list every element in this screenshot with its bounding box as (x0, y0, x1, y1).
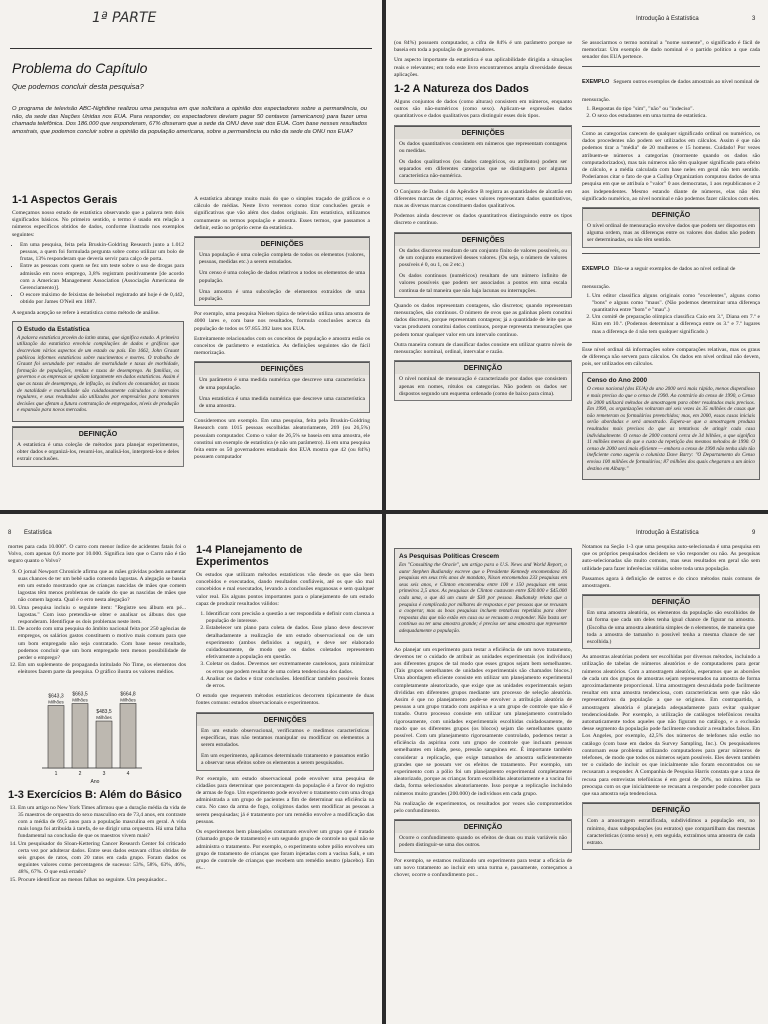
definitions-box (394, 125, 572, 184)
example-item: 1. Respostas do tipo "sim", "não" ou "indeciso". (592, 106, 760, 113)
example-list (592, 293, 760, 336)
definition-box (582, 207, 760, 248)
p3-right-column (196, 540, 374, 875)
sidebar-box (394, 548, 572, 643)
problem-title: Problema do Capítulo (12, 60, 148, 76)
paragraph: O Conjunto de Dados 4 do Apêndice B registra as quantidades de alcatrão em diferentes marcas de cigarros; esses valores representam dados quantitativos, mas as diversas marcas constituem dados qualitativos. (394, 188, 572, 210)
paragraph: Por exemplo, uma pesquisa Nielsen típica de televisão utiliza uma amostra de 4000 lares e, com base nos resultados, formula conclusões acerca da população de todos os 97.855.392 lares nos EUA. (194, 311, 370, 332)
step-item: 3. Coletar os dados. Devemos ser extremamente cautelosos, para minimizar os erros que podem resultar de uma coleta tendenciosa dos dados. (206, 661, 374, 675)
example-item: 2. O sexo dos estudantes em uma turma de estatística. (592, 113, 760, 120)
paragraph: Consideremos um exemplo. Em uma pesquisa, feita pela Bruskin-Goldring Research com 1015 pessoas escolhidas aleatoriamente, 269 (ou 26,5%) possuíam computador. Como o valor de 26,5% se baseia em uma amostra, ele constitui um exemplo de estatística (e não um parâmetro). Já em uma pesquisa feita entre os 50 governadores estaduais dos EUA mostra que 42 (ou 84%) possuem computador (194, 418, 370, 461)
chart-bar (48, 705, 64, 767)
problem-text: O programa de televisão ABC-Nightline realizou uma pesquisa em que solicitara a opinião dos espectadores sobre a permanência, ou não, da sede das Nações Unidas nos EUA. Para responder, os espectadores deviam pagar 50 centavos (americanos) para fazer uma chamada telefônica. Dos 186.000 que responderam, 67% disseram que a sede da ONU deve sair dos EUA. Com base nesses resultados amostrais, que podemos concluir sobre a opinião da população americana, sobre a permanência ou não da sede da ONU nos EUA? (12, 106, 367, 135)
definition-item: Os dados quantitativos consistem em números que representam contagens ou medidas. (399, 140, 567, 154)
definition-title: DEFINIÇÃO (395, 820, 571, 833)
chart-bar (120, 703, 136, 768)
exercise-item: 12. Em um suplemento de propaganda intitulado No Time, os elementos dos eleitores fazem parte da pesquisa. O gráfico ilustra os valores médios. (18, 662, 186, 676)
step-item: 4. Analisar os dados e tirar conclusões. Identificar também possíveis fontes de erros. (206, 676, 374, 690)
bullet-item: • Em uma pesquisa, feita pela Bruskin-Goldring Research junto a 1.012 pessoas, a quem foi formulada pergunta sobre como utilizar um bolo de frutas, 13% responderam que deveria servir para calço de porta. (20, 242, 184, 264)
box-text: Em "Consulting the Oracle", um artigo para o U.S. News and World Report, o autor Stephen Budiansky escreve que o Presidente Kennedy encomendava 16 pesquisas em seus três anos de mandato, Nixon encomendou 233 pesquisas em seus seis anos, e Clinton encomendou entre 100 e 150 pesquisas em seus primeiros 2,5 anos. As pesquisas de Clinton custavam entre $30.000 e $45.000 cada uma, o que dá um custo de $30 por pessoa. Budiansky relata que a pesquisa é complicada por milhares de respostas e por pessoas que se recusam a cooperar, mas as boas pesquisas incluem tentativas repetidas para obter respostas das que não estão em casa ou se recusam a responder. Não basta ser contínuo ou ter uma amostra grande; é preciso ser uma amostra que represente adequadamente a população. (399, 562, 567, 634)
paragraph: Por exemplo, um estudo observacional pode envolver uma pesquisa de cidadãos para determinar que porcentagem da população é a favor do registro de armas de fogo. Um experimento pode envolver o tratamento com uma droga administrada a um grupo de pacientes a fim de determinar sua eficiência na cura. No caso da arma de fogo, coligimos dados sem modificar as pessoas a serem pesquisadas; já é tratamento por um remédio envolve a modificação das pessoas. (196, 775, 374, 825)
definition-item: Uma amostra é uma subcoleção de elementos extraídos de uma população. (199, 288, 365, 303)
definitions-title: DEFINIÇÕES (197, 713, 373, 726)
definition-title: DEFINIÇÃO (583, 803, 759, 816)
page-number: 8 (8, 530, 12, 536)
exercise-item: 10. Uma pesquisa incluiu o seguinte item: "Registre seu álbum em pé... lagostas." Com isso pretendia-se obter e analisar os álbuns dos que responderam. Identifique os dois problemas neste item. (18, 605, 186, 627)
definition-box (394, 360, 572, 401)
paragraph: Estreitamente relacionados com os conceitos de população e amostra estão os conceitos de parâmetro e estatística. As definições seguintes são de fácil memorização. (194, 335, 370, 357)
paragraph: Quando os dados representam contagens, são discretos; quando representam mensurações, são contínuos. O número de ovos que as galinhas põem constitui dados discretos, porque representam contagens; já a quantidade de leite que as vacas produzem constitui dados contínuos, porque representa mensurações que podem tomar qualquer valor em um intervalo contínuo. (394, 302, 572, 338)
page-1 (0, 0, 382, 510)
definition-text: A estatística é uma coleção de métodos para planejar experimentos, obter dados e organizá-los, resumi-los, analisá-los, interpretá-los e deles extrair conclusões. (17, 441, 179, 463)
page-4 (386, 514, 768, 1024)
box-title: Censo do Ano 2000 (587, 377, 648, 385)
definitions-title: DEFINIÇÕES (195, 237, 369, 250)
tick-label: 4 (126, 770, 130, 777)
section-title: 1-3 Exercícios B: Além do Básico (8, 788, 182, 801)
paragraph: Esse nível ordinal dá informações sobre comparações relativas, mas os graus de diferença não servem para cálculos. Os dados em nível ordinal não devem, pois, ser utilizados em cálculos. (582, 346, 760, 368)
definition-title: DEFINIÇÃO (395, 361, 571, 374)
data-label-unit: Milhões (72, 697, 88, 703)
paragraph: Podemos ainda descrever os dados quantitativos distinguindo entre os tipos discreto e contínuo. (394, 213, 572, 227)
definition-box (12, 426, 184, 467)
paragraph: Como as categorias carecem de qualquer significado ordinal ou numérico, os dados procedentes não podem ser utilizados em cálculos. Assim é que não podemos tirar a "média" de 20 mulheres e 15 homens. Cuidado! Por vezes atribuem-se números a categorias (mormente quando os dados são computadorizados), mas tais números não têm qualquer significado para efeito de cálculo, e a média calculada com base neles em geral não tem sentido. Poderíamos citar o fato de que a Gallup Organization computou dados de uma pesquisa em que se atribuía o "valor" 0 aos democratas, 1 aos republicanos e 2 aos independentes. Mesmo estando diante de números, elas não têm significado numérico, ao nível nominal e não podemos fazer cálculos com eles. (582, 131, 760, 202)
paragraph: Na realização de experimentos, os resultados por vezes são comprometidos pelo confundimento. (394, 800, 572, 814)
definition-title: DEFINIÇÃO (583, 595, 759, 608)
p1-right-column (194, 196, 370, 464)
p2-right-column (582, 40, 760, 484)
definition-item: Um censo é uma coleção de dados relativos a todos os elementos de uma população. (199, 270, 365, 284)
running-header: Introdução à Estatística (636, 16, 699, 22)
data-label: $663,5 (72, 691, 88, 698)
definition-item: Uma população é uma coleção completa de todos os elementos (valores, pessoas, medidas etc.) a serem estudados. (199, 252, 365, 266)
step-item: 2. Estabelecer um plano para coleta de dados. Esse plano deve descrever detalhadamente a realização de um estudo observacional ou de um experimento (ambos definidos a seguir), e deve ser elaborado cuidadosamente, de modo que os dados coletados representem efetivamente a população em questão. (206, 625, 374, 661)
definitions-box (196, 712, 374, 771)
exercise-list (18, 805, 186, 884)
chart-bar (96, 721, 112, 768)
definition-text: Em uma amostra aleatória, os elementos da população são escolhidos de tal forma que cada um deles tenha igual chance de figurar na amostra. (Escolha de uma amostra aleatória simples de n elementos, de maneira que toda a amostra de tamanho n possível tenha a mesma chance de ser escolhida.) (587, 610, 755, 646)
data-label: $643,3 (48, 693, 64, 700)
step-item: 1. Identificar com precisão a questão a ser respondida e definir com clareza a população de interesse. (206, 611, 374, 625)
data-label-unit: Milhões (120, 697, 136, 703)
definition-item: Os dados discretos resultam de um conjunto finito de valores possíveis, ou de um conjunto enumerável desses valores. (Ou seja, o número de valores possíveis é 0, ou 1, ou 2 etc.) (399, 247, 567, 269)
definitions-box (394, 232, 572, 298)
exercise-item: 9. O jornal Newport Chronicle afirma que as mães grávidas podem aumentar suas chances de ter um bebê sadio comendo lagostas. A alegação se baseia em um estudo mostrando que as crianças nascidas de mães que comem lagostas têm menos problemas de saúde do que as nascidas de mães que não comem lagosta. Qual é o erro nesta alegação? (18, 569, 186, 605)
definition-item: Em um estudo observacional, verificamos e medimos características específicas, mas não tentamos manipular ou modificar os elementos a serem estudados. (201, 727, 369, 749)
chart-bar (72, 703, 88, 767)
section-title: 1-2 A Natureza dos Dados (394, 83, 529, 96)
section-title: 1-1 Aspectos Gerais (12, 194, 118, 206)
box-text: A palavra estatística provém do latim status, que significa estado. A primeira utilização da estatística envolvia compilações de dados e gráficos que descreviam vários aspectos de um estado ou país. Em 1662, John Graunt publicou informes estatísticos sobre nascimentos e mortes. O trabalho de Graunt foi secundado por estudos de mortalidade e taxas de morbidade, formação de populações, rendas e taxas de desemprego. As famílias, os governos e as empresas se apóiam largamente em dados estatísticos. Assim é que as taxas de desemprego, de inflação, os índices do consumidor, as taxas de natalidade e mortalidade são cuidadosamente calculados a intervalos regulares, e seus resultados são utilizados por empresários para tomarem decisões que afetam a futura contratação de empregados, níveis de produção e expansão para novos mercados. (17, 334, 179, 414)
steps-list (206, 611, 374, 690)
example-block (582, 66, 760, 127)
page-2 (386, 0, 768, 510)
p4-left-column (394, 544, 572, 882)
running-header: Estatística (24, 530, 52, 536)
paragraph: Começamos nosso estudo de estatística observando que a palavra tem dois significados básicos. No primeiro sentido, o termo é usado em relação a números específicos obtidos de dados, conforme ilustrado nos exemplos seguintes: (12, 210, 184, 238)
definition-text: Com a amostragem estratificada, subdividimos a população em, no mínimo, duas subpopulações (ou estratos) que compartilham das mesmas características (como sexo) e, em seguida, extraímos uma amostra de cada estrato. (587, 818, 755, 846)
exercise-item: 11. De acordo com uma pesquisa do âmbito nacional feita por 250 agências de empregos, os salários gastos constituem o motivo mais comum para que um bom empregado não seja contratado. Com base nesse resultado, podemos concluir que um bom empregado tem menos possibilidade de perder o emprego? (18, 626, 186, 662)
p2-left-column (394, 40, 572, 406)
paragraph: Se associarmos o termo nominal a "nome somente", o significado é fácil de memorizar. Um exemplo de dado nominal é o partido político a que cada senador dos EUA pertence. (582, 40, 760, 61)
definition-title: DEFINIÇÃO (13, 427, 183, 440)
data-label-unit: Milhões (96, 714, 112, 720)
definition-text: O nível nominal de mensuração é caracterizado por dados que consistem apenas em nomes, rótulos ou categorias. Não podem os dados ser dispostos segundo um esquema ordenado (como de baixo para cima). (399, 376, 567, 397)
bullet-item: • O escore máximo de feixistas de beisebol registrado até hoje é de 0,442, obtido por James O'Neil em 1887. (20, 292, 184, 306)
definition-item: Um parâmetro é uma medida numérica que descreve uma característica de uma população. (199, 377, 365, 391)
example-text: Seguem outros exemplos de dados amostrais ao nível nominal de mensuração. (582, 78, 760, 103)
paragraph: Passamos agora à definição de outros e do cinco métodos mais comuns de amostragem. (582, 575, 760, 590)
box-text: O censo nacional (dos EUA) do ano 2000 será mais rápido, menos dispendioso e mais preciso do que o censo de 1990. Ao contrário do censo de 1990, o Censo do 2000 utilizará métodos de amostragem para obter resultados mais precisos. Em 1990, as organizações voltaram até seis vezes às 35 milhões de casas que não remeteram os formulários preenchidos; mas, em 2000, essas casas iniciais serão abordadas e será amostrado. Espera-se que a amostragem produza resultados mais precisos do que as tentativas de atingir cada casa individualmente. O censo de 2000 contará cerca de 34 bilhões, o que significa 11 milhões menos do que o custo da repetição dos mesmos métodos de 1990. O censo de 2000 será mais eficiente — embora o censo de 1990 não tenha sido tão ineficiente como sugeriu o colunista Dave Barry: "O Departamento do Censo enviou 100 milhões de formulários; 87 milhões dos quais chegaram a um único destino em Albany." (587, 386, 755, 472)
example-item: 1. Um editor classifica alguns originais como "excelentes", alguns como "bons" e alguns como "maus". (Não podemos determinar uma diferença quantitativa entre "bom" e "mau".) (592, 293, 760, 315)
bullet-list (20, 242, 184, 307)
problem-subtitle: Que podemos concluir desta pesquisa? (12, 82, 144, 91)
definitions-title: DEFINIÇÕES (395, 233, 571, 246)
definition-item: Os dados contínuos (numéricos) resultam de um número infinito de valores possíveis que podem ser associados a pontos em uma escala contínua de tal maneira que não haja lacunas ou interrupções. (399, 273, 567, 294)
paragraph: Por exemplo, se estamos realizando um experimento para testar a eficácia de um novo tratamento ao incluir em uma turma e, passamente, começamos a chover, ocorre o confundimento por... (394, 857, 572, 879)
paragraph: A estatística abrange muito mais do que o simples traçado de gráficos e o cálculo de médias. Neste livro veremos como tirar conclusões gerais e significativas que vão além dos dados originais. Em estatística, utilizamos comumente os termos população e amostra. Esses termos, que passamos a definir, estão no próprio cerne da estatística. (194, 196, 370, 231)
paragraph: Notamos na Seção 1-3 que uma pesquisa auto-selecionada é uma pesquisa em que os próprios pesquisados decidem se vão responder ou não. As pesquisas auto-selecionadas são muito comuns, mas seus resultados em geral são sem utilidade para fazer inferências válidas sobre toda uma população. (582, 544, 760, 572)
paragraph: Alguns conjuntos de dados (como alturas) consistem em números, enquanto outros são não-numéricos (como sexo). Aplicam-se expressões dados quantitativos e dados qualitativos para distinguir esses dois tipos. (394, 99, 572, 120)
data-label: $664,8 (120, 691, 136, 698)
paragraph: As amostras aleatórias podem ser escolhidas por diversos métodos, incluindo a utilização de tabelas de números aleatórios e de computadores para gerar números aleatórios. Com a amostragem aleatória, esperamos que as aborsões de cada um dos grupos de amostras sejam representados na amostra de forma aproximadamente proporcional. Uma amostragem descuidada pode facilmente resultar em uma amostra tendenciosa, com características sem que não são representativas da população a que se originou. Em contrapartida, a amostragem aleatória é planejada adequadamente para evitar qualquer tendenciosidade. Por exemplo, a utilização de catálogos telefônicos resulta automaticamente todos aqueles que não figuram no catálogo, e a exclusão desse segmento da população pode facilmente conduzir a resultados falsos. Em Los Angeles, por exemplo, 42,5% dos números de telefones não estão no catálogo (com base em dados da Survey Sampling, Inc.). Os pesquisadores contornam esse problema utilizando computadores para gerar números de telefones, de modo que todos os números sejam possíveis. Eles devem também ter o cuidado de incluir os que inicialmente não foram encontrados ou se recusaram a responder. A Companhia de Pesquisa Harris constata que a taxa de recusa para entrevistas telefônicas é em geral de 20%, no mínimo. Ela se preocupa com os que inicialmente se recusam a responder pode conceber para que sua amostra seja tendenciosa. (582, 654, 760, 798)
running-header: Introdução à Estatística (636, 530, 699, 536)
box-title: O Estudo da Estatística (17, 325, 90, 333)
rule (10, 48, 372, 49)
x-axis-label: Ano (90, 778, 100, 785)
exercise-list (18, 569, 186, 677)
definitions-box (194, 361, 370, 413)
p3-left-column (8, 544, 186, 887)
tick-label: 2 (78, 770, 82, 777)
example-label: EXEMPLO (582, 78, 610, 85)
paragraph: Os experimentos bem planejados costumam envolver um grupo que é tratado (chamado grupo de tratamento) e um segundo grupo de controle no qual não se administra o tratamento. Por exemplo, o experimento sobre pólio envolveu um grupo de tratamento de crianças que foram injetadas com a vacina Salk, e um grupo de controle de crianças que recebem um remédio neutro (placebo). Em es... (196, 829, 374, 872)
sidebar-box (582, 372, 760, 480)
section-title: 1-4 Planejamento de Experimentos (196, 544, 303, 568)
example-label: EXEMPLO (582, 265, 610, 272)
sidebar-box (12, 321, 184, 422)
definition-title: DEFINIÇÃO (583, 208, 759, 221)
example-block (582, 253, 760, 343)
bar-chart (28, 680, 148, 785)
example-item: 2. Um comitê de preparação olímpica classifica Caio em 3.º, Diana em 7.º e Kim em 10.º. (Podemos determinar a diferença entre os 3.º e 7.º lugares mas a diferença de 4 não tem qualquer significado.) (592, 314, 760, 336)
paragraph: Ao planejar um experimento para testar a eficiência de um novo tratamento, devemos ter o cuidado de atribuir as unidades experimentais (os indivíduos) aos diferentes grupos de tal modo que esses grupos sejam bem semelhantes. (Tais grupos semelhantes de unidades experimentais são chamados blocos.) Uma abordagem eficiente consiste em utilizar um planejamento experimental completamente aleatorizado, que exige que as unidades experimentais sejam divididas em diferentes grupos mediante um processo de seleção aleatória. Assim é que no planejamento pode-se envolver a atribuição aleatória de pessoas a um grupo tratado com aspirina e a um grupo de controle que não é tratado. Outro processo consiste em utilizar um planejamento controlado rigorosamente, com unidades experimentais escolhidas cuidadosamente, de modo que os diferentes grupos (os blocos) sejam tão semelhantes quanto possível. Com um planejamento rigorosamente controlado, podemos testar a eficiência da aspirina com um grupo de controle que incluam pessoas semelhantes em idade, peso, pressão sanguínea etc. É importante também considerar a replicação, que exige tamanhos de amostra suficientemente grandes que se possam ver os efeitos de tratamento. Por exemplo, um experimento com a pólio foi um planejamento experimental completamente aleatorizado, porque as crianças foram escolhidas aleatoriamente e a vacina foi dada, forma selecionados aleatoriamente. Isso porque a replicação incluindo números muito grandes (200.000) de indivíduos em cada grupo. (394, 646, 572, 797)
p4-right-column (582, 544, 760, 855)
definition-text: Ocorre o confundimento quando os efeitos de duas ou mais variáveis não podem distinguir-se uma dos outros. (399, 835, 567, 849)
definition-item: Em um experimento, aplicamos determinado tratamento e passamos então a observar seus efeitos sobre os elementos a serem pesquisados. (201, 753, 369, 767)
definitions-title: DEFINIÇÕES (395, 126, 571, 139)
definition-text: O nível ordinal de mensuração envolve dados que podem ser dispostos em alguma ordem, mas as diferenças entre os valores dos dados não podem ser determinadas, ou não têm sentido. (587, 223, 755, 244)
paragraph: A segunda acepção se refere à estatística como método de análise. (12, 309, 160, 316)
bullet-item: • Entre as pessoas com quem se fez um teste sobre o uso de drogas para admissão em novo emprego, 3,8% registram positivamente [de acordo com a American Management Association (Associação Americana de Gerenciamento)]. (20, 263, 184, 292)
paragraph: Outra maneira comum de classificar dados consiste em utilizar quatro níveis de mensuração: nominal, ordinal, intervalar e razão. (394, 341, 572, 356)
page-3 (0, 514, 382, 1024)
p1-left-column (12, 190, 184, 472)
definition-box (394, 819, 572, 852)
definition-box (582, 594, 760, 649)
paragraph: (ou 84%) possuem computador, a cifra de 84% é um parâmetro porque se baseia em toda a população de governadores. (394, 40, 572, 54)
definitions-title: DEFINIÇÕES (195, 362, 369, 375)
data-label-unit: Milhões (48, 699, 64, 705)
definitions-box (194, 236, 370, 306)
paragraph: mortes para cada 10.000". O carro com menor índice de acidentes fatais foi o Volvo, com apenas 0,6 morte por 10.000. Significa isto que o Carro não é tão seguro quanto o Volvo? (8, 544, 186, 565)
page-number: 3 (752, 16, 756, 22)
data-label: $483,5 (96, 708, 112, 715)
handwritten-note: 1ª PARTE (92, 10, 157, 26)
tick-label: 3 (102, 770, 106, 777)
tick-label: 1 (54, 770, 58, 777)
definition-box (582, 802, 760, 850)
exercise-item: 13. Em um artigo no New York Times afirmou que a duração média da vida de 35 maestros de orquestra do sexo masculino era de 73,4 anos, em contraste com a média de 69,5 anos para a população masculina em geral. A vida mais longa foi atribuída à tarefa, de se dirigir uma orquestra. Há uma falha fundamental na conclusão de que os maestros vivem mais? (18, 805, 186, 841)
paragraph: Os estudos que utilizam métodos estatísticos vão desde os que são bem concebidos e executados, dando resultados confiáveis, até os que são mal concebidos e mal executados, levando a conclusões enganosas e sem qualquer valor real. Eis alguns pontos importantes para o planejamento de um estudo capaz de produzir resultados válidos: (196, 572, 374, 607)
definition-item: Uma estatística é uma medida numérica que descreve uma característica de uma amostra. (199, 395, 365, 410)
exercise-item: 15. Procure identificar ao menos falhas no seguinte. Um pesquisador... (18, 877, 186, 884)
example-text: Dão-se a seguir exemplos de dados ao nível ordinal de mensuração. (582, 265, 736, 290)
page-number: 9 (752, 530, 756, 536)
paragraph: Um aspecto importante da estatística é sua aplicabilidade dirigida a situações reais e relevantes; em todo este livro encontraremos ampla diversidade dessas aplicações. (394, 57, 572, 78)
exercise-item: 14. Um pesquisador do Sloan-Kettering Cancer Research Center foi criticado certa vez por adulterar dados. Entre seus dados estavam cifras obtidas de seis grupos de ratos, com 20 ratos em cada grupo. Foram dados os seguintes valores como percentagens de sucesso: 53%, 58%, 63%, 46%, 48%, 67%. O que está errado? (18, 841, 186, 877)
box-title: As Pesquisas Políticas Crescem (399, 553, 500, 560)
paragraph: O estudo que requerem métodos estatísticos decorrem tipicamente de duas fontes comuns: estudos observacionais e experimentos. (196, 693, 374, 707)
definition-item: Os dados qualitativos (ou dados categóricos, ou atributos) podem ser separados em diferentes categorias que se distinguem por alguma característica não-numérica. (399, 159, 567, 180)
example-list (592, 106, 760, 120)
